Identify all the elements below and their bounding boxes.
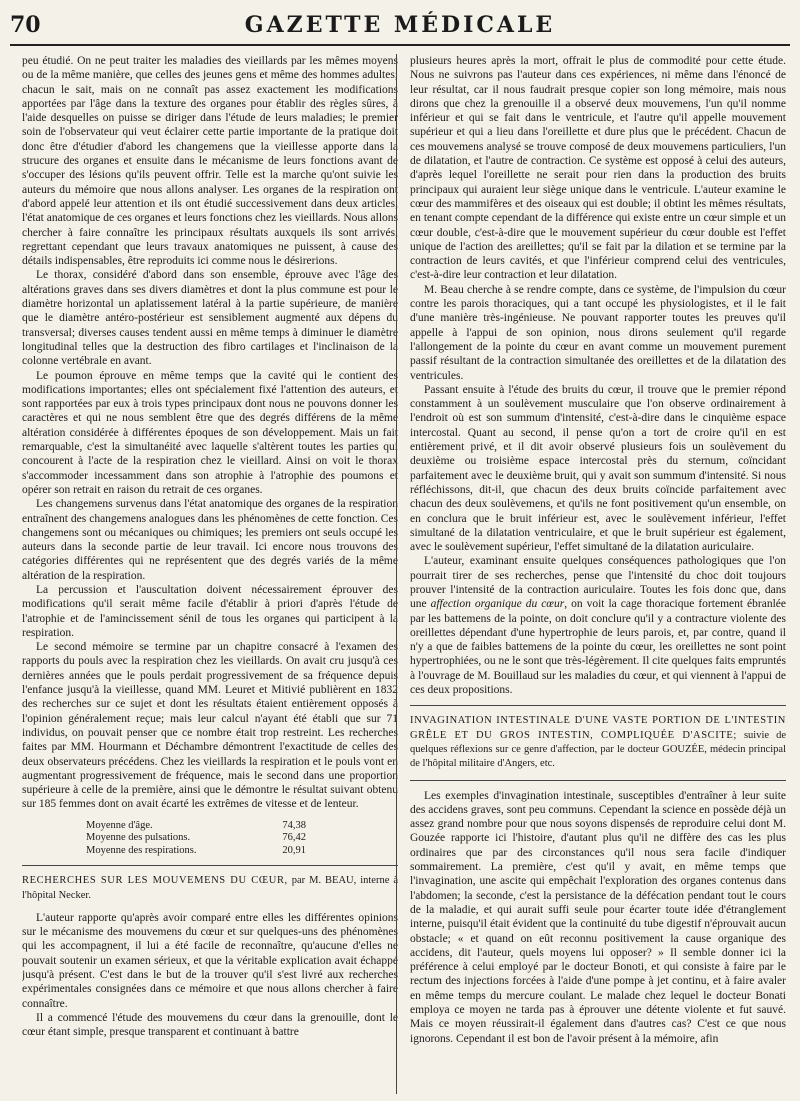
paragraph-text: L'auteur, examinant ensuite quelques conséquences pathologiques que l'on pourrait tirer de ses recherches, pense que l'intensité du choc doit toujours prouver l'intensité de la contraction auriculaire. Toutes les fois donc que, dans une bbox=[410, 555, 786, 611]
paragraph: Les changemens survenus dans l'état anatomique des organes de la respiration entraînent des changemens analogues dans les phénomènes de cette fonction. Ces changemens sont ou mécaniques ou chimiques; les premiers ont seuls occupé les auteurs dans la seconde partie de leur travail. Ici encore nous trouvons des catégories différentes qui ne représentent que des degrés variés de la même altération de la respiration. bbox=[22, 498, 398, 582]
stats-table bbox=[86, 820, 306, 858]
paragraph-text: , on voit la cage thoracique fortement ébranlée par les battemens de la pointe, on doit conclure qu'il y a contracture violente des oreillettes dépendant d'une hypertrophie de leurs parois, et, par contre, quand il n'y a que de faibles battemens de la pointe du cœur, les oreillettes ne sont point hypertrophiées, ou ne le sont que très-légèrement. Il cite quelques faits empruntés à l'ouvrage de M. Bouillaud sur les maladies du cœur, et qui viennent à l'appui de ces deux propositions. bbox=[410, 598, 786, 697]
paragraph: M. Beau cherche à se rendre compte, dans ce système, de l'impulsion du cœur contre les parois thoraciques, qui a tant occupé les physiologistes, et il le fait d'une manière très-ingénieuse. Ne pouvant rapporter toutes les preuves qu'il appelle à l'appui de son opinion, nous dirons seulement qu'il regarde l'allongement de la pointe du cœur en avant comme un mouvement purement passif résultant de la contraction simultanée des oreillettes et de la dilatation des ventricules. bbox=[410, 283, 786, 382]
left-column bbox=[22, 54, 398, 1094]
paragraph: La percussion et l'auscultation doivent nécessairement éprouver des modifications qu'il serait même facile d'établir à priori d'après l'étude de l'atrophie et de l'amincissement sénil de tous les organes qui participent à la respiration. bbox=[22, 583, 398, 639]
journal-title: GAZETTE MÉDICALE bbox=[244, 12, 556, 38]
section-heading-subtitle: suivie de quelques réflexions sur ce genre d'affection, par le docteur GOUZÉE, médecin principal de l'hôpital militaire d'Angers, etc. bbox=[410, 729, 786, 770]
section-heading-title: RECHERCHES SUR LES MOUVEMENS DU CŒUR, bbox=[22, 875, 288, 887]
section-rule bbox=[410, 705, 786, 706]
section-heading-subtitle: par M. BEAU, interne à l'hôpital Necker. bbox=[22, 875, 398, 901]
stats-label: Moyenne des pulsations. bbox=[86, 832, 191, 844]
paragraph: Les exemples d'invagination intestinale, susceptibles d'entraîner à leur suite des accidens graves, sont peu communs. Cependant la science en possède déjà un assez grand nombre pour que nous soyons dispensés de reproduire celui dont M. Gouzée rapporte ici l'histoire, d'autant plus qu'il ne diffère des cas les plus ordinaires que par des circonstances qu'il nous sera facile d'indiquer sommairement. La première, c'est qu'il y avait, en même temps que l'invagination, une ascite qui empêchait l'exploration des organes contenus dans l'abdomen; la seconde, c'est la persistance de la défécation pendant tout le cours de la maladie, et qui aurait suffi seule pour écarter toute idée d'étranglement interne, puisqu'il était évident que la continuité du tube digestif n'éprouvait aucun obstacle; « et quand on eût reconnu positivement la cause organique des accidens, dit l'auteur, quels moyens lui opposer? » Il semble donner ici la préférence à celui employé par le docteur Bonoti, et qui consiste à faire par le rectum des injections forcées à l'aide d'une pompe à jet continu, et à faire avaler en même temps du mercure coulant. Le malade chez lequel le docteur Bonati employa ce moyen ne tarda pas à éprouver une détente violente et fut sauvé. Mais ce moyen réussirait-il également dans d'autres cas? C'est ce que nous ignorons. Cependant il est bon de l'avoir présent à la mémoire, afin bbox=[410, 789, 786, 1045]
right-column bbox=[410, 54, 786, 1094]
header-rule bbox=[10, 44, 790, 46]
stats-row bbox=[86, 845, 306, 858]
stats-label: Moyenne d'âge. bbox=[86, 819, 153, 831]
stats-value: 74,38 bbox=[282, 819, 306, 831]
section-rule bbox=[410, 780, 786, 781]
paragraph: Il a commencé l'étude des mouvemens du cœur dans la grenouille, dont le cœur étant simple, presque transparent et continuant à battre bbox=[22, 1011, 398, 1039]
paragraph: peu étudié. On ne peut traiter les maladies des vieillards par les mêmes moyens ou de la même manière, que celles des jeunes gens et même des hommes adultes; chacun le sait, mais on ne connaît pas assez exactement les modifications apportées par l'âge dans la texture des organes pour établir des règles sûres, à l'aide desquelles on puisse se diriger dans l'étude de leurs maladies; le premier soin de l'observateur qui veut éclairer cette partie importante de la pratique doit donc être d'étudier d'abord les changemens que la vieillesse apporte dans la strucure des organes et ensuite dans le mécanisme de leurs fonctions avant de s'occuper des lésions qu'ils peuvent offrir. Telle est la marche qu'ont suivie les auteurs du mémoire que nous allons analyser. Les organes de la respiration ont d'abord appelé leur attention et ils ont étudié successivement dans deux articles, l'état anatomique de ces organes et leurs fonctions chez les vieillards. Nous allons chercher à faire connaître les principaux résultats auxquels ils sont arrivés, regrettant cependant que leurs travaux anatomiques ne puissent, à cause des détails indispensables, être reproduits ici comme nous le désirerions. bbox=[22, 55, 398, 268]
paragraph: Passant ensuite à l'étude des bruits du cœur, il trouve que le premier répond constamment à un soulèvement musculaire que l'on observe ordinairement à l'endroit où est son summum d'intensité, c'est-à-dire dans le cinquième espace intercostal. Quant au second, il pense qu'on a tort de croire qu'il en est entièrement privé, et il dit avoir observé plusieurs fois un soulèvement du deuxième ou troisième espace intercostal près du sternum, coïncidant parfaitement avec le deuxième bruit, qui y avait son summum d'intensité. Si nous réfléchissons, dit-il, que chacun des deux bruits coïncide parfaitement avec chacun des deux soulèvemens, et qu'ils ne font positivement qu'un ensemble, on en conclura que le bruit inférieur est, avec le soulèvement inférieur, l'effet simultané de la dilatation ventriculaire, et que le bruit supérieur est également, avec le soulèvement supérieur, l'effet simultané de la dilatation auriculaire. bbox=[410, 383, 786, 554]
stats-value: 20,91 bbox=[282, 844, 306, 856]
section-heading bbox=[22, 874, 398, 903]
paragraph: Le thorax, considéré d'abord dans son ensemble, éprouve avec l'âge des altérations graves dans ses divers diamètres et dont la plus commune est pour le diamètre horizontal un aplatissement latéral à la partie supérieure, de manière que le diamètre antéro-postérieur est sensiblement augmenté aux dépens du transversal; diverses causes tendent aussi en même temps à diminuer le diamètre longitudinal telles que la destruction des fibro cartilages et l'inclinaison de la colonne vertébrale en avant. bbox=[22, 269, 398, 368]
stats-label: Moyenne des respirations. bbox=[86, 844, 197, 856]
paragraph: plusieurs heures après la mort, offrait le plus de commodité pour cette étude. Nous ne suivrons pas l'auteur dans ces expériences, ni même dans l'énoncé de leur résultat, car il nous faudrait presque copier son long mémoire, mais nous dirons que chez la grenouille il a observé deux mouvemens, l'un qu'il nomme inférieur et qui se fait dans le ventricule, et l'autre qu'il appelle mouvement supérieur et qui a lieu dans l'oreillette et dure plus que le précédent. Chacun de ces mouvemens analysé se trouve composé de deux mouvemens particuliers, l'un de dilatation, et l'autre de contraction. Ce système est opposé à celui des auteurs, d'après lequel l'oreillette ne serait pour rien dans la production des bruits principaux qui auraient leur siège unique dans le ventricule. L'auteur examine le cœur des mammifères et des oiseaux qui est double; il obtint les mêmes résultats, en tenant compte cependant de la différence qui existe entre un cœur simple et un cœur double, c'est-à-dire que le mouvement supérieur du cœur double est l'effet unique de l'action des areillettes; qu'il se fait par la dilation et se termine par la contraction de leurs cavités, et que l'inférieur comprend celui des ventricules, c'est-à-dire leur contraction et leur dilatation. bbox=[410, 55, 786, 282]
section-rule bbox=[22, 865, 398, 866]
section-heading-title: INVAGINATION INTESTINALE D'UNE VASTE PORTION DE L'INTESTIN GRÊLE ET DU GROS INTESTIN, COMPLIQUÉE D'ASCITE; bbox=[410, 715, 786, 741]
stats-value: 76,42 bbox=[282, 832, 306, 844]
page-header bbox=[0, 0, 800, 44]
page-number: 70 bbox=[10, 12, 41, 38]
section-heading bbox=[410, 714, 786, 771]
stats-row bbox=[86, 820, 306, 833]
paragraph: L'auteur rapporte qu'après avoir comparé entre elles les différentes opinions sur le mécanisme des mouvemens du cœur et sur quelques-uns des phénomènes qui les accompagnent, il lui a été facile de reconnaître, qu'aucune d'elles ne pouvait soutenir un examen sérieux, et que la véritable explication avait échappé jusqu'à présent. C'est dans le but de la trouver qu'il s'est livré aux recherches expérimentales consignées dans ce mémoire et que nous allons chercher à faire connaître. bbox=[22, 911, 398, 1010]
column-divider bbox=[396, 54, 397, 1094]
paragraph bbox=[410, 554, 786, 697]
paragraph: Le second mémoire se termine par un chapitre consacré à l'examen des rapports du pouls avec la respiration chez les vieillards. On avait cru jusqu'à ces dernières années que le pouls perdait progressivement de sa fréquence depuis l'enfance jusqu'à la vieillesse, quand MM. Leuret et Mitivié publièrent en 1832 des recherches sur ce sujet et dont les résultats étaient entièrement opposés à l'opinion généralement reçue; mais leur calcul n'ayant été établi que sur 71 individus, on pouvait penser que ce nombre était trop restreint. Les recherches faites par MM. Hourmann et Déchambre démontrent l'exactitude de celles des deux observateurs précédens. Chez les vieillards la respiration et le pouls vont en augmentant progressivement de fréquence, mais le second dans une proportion supérieure à celle de la première, ainsi que le démontre le résultat suivant obtenu sur 185 femmes dont on avait écarté les extrêmes de vitesse et de lenteur. bbox=[22, 641, 398, 811]
emphasis-text: affection organique du cœur bbox=[430, 598, 565, 611]
paragraph: Le poumon éprouve en même temps que la cavité qui le contient des modifications importantes; elles ont spécialement fixé l'attention des auteurs, et sont rapportées par eux à trois types principaux dont nous ne pouvons donner les caractères et qui ne nous semblent être que des degrés différens de la même altération considérée à différentes époques de son développement. Mais un fait remarquable, c'est la simultanéité avec laquelle s'altèrent toutes les parties qui concourent à l'acte de la respiration chez le vieillard. Ainsi on voit le thorax s'accommoder incessamment dans son atrophie à l'atrophie des poumons et opérer son retrait en raison du retrait de ces organes. bbox=[22, 369, 398, 496]
stats-row bbox=[86, 832, 306, 845]
